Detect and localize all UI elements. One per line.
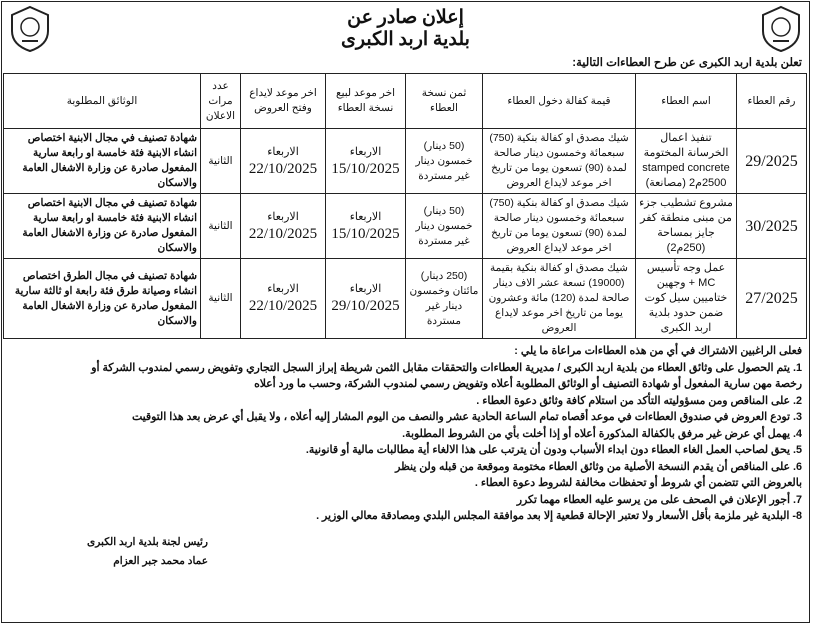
condition-item: 1. يتم الحصول على وثائق العطاء من بلدية اربد الكبرى / مديرية العطاءات والتحققات مقابل الثمن شريطة إبراز السجل التجاري وتفويض رسمي لمندوب الشركة أو — [91, 361, 802, 374]
table-row — [4, 259, 807, 339]
tender-name: عمل وجه تأسيس MC + وجهين ختاميين سيل كوت ضمن حدود بلدية اربد الكبرى — [636, 259, 737, 339]
tender-price: (250 دينار) مائتان وخمسون دينار غير مستردة — [406, 259, 483, 339]
tender-name: تنفيذ اعمال الخرسانة المختومة stamped concrete 2500م2 (مصانعة) — [636, 129, 737, 194]
column-header: قيمة كفالة دخول العطاء — [483, 74, 636, 129]
intro-text: تعلن بلدية اربد الكبرى عن طرح العطاءات التالية: — [572, 57, 802, 69]
condition-item: 6. على المناقص أن يقدم النسخة الأصلية من وثائق العطاء مختومة وموقعة من قبله ولن ينظر — [395, 460, 802, 473]
column-header: ثمن نسخة العطاء — [406, 74, 483, 129]
condition-item: بالعروض التي تتضمن أي شروط أو تحفظات مخالفة لشروط دعوة العطاء . — [474, 477, 802, 489]
sale-day: الاربعاء — [349, 145, 382, 158]
title-line-2: بلدية اربد الكبرى — [341, 29, 470, 50]
municipality-emblem-icon — [8, 5, 52, 53]
tender-guarantee: شيك مصدق او كفالة بنكية بقيمة (19000) تسعة عشر الاف دينار صالحة لمدة (120) مائة وعشرون يوما من تاريخ اخر موعد لايداع العروض — [483, 259, 636, 339]
tender-price: (50 دينار) خمسون دينار غير مستردة — [406, 194, 483, 259]
tender-number: 29/2025 — [737, 129, 807, 194]
tender-announcement — [1, 1, 810, 623]
deposit-day: الاربعاء — [267, 210, 299, 223]
deposit-date: 22/10/2025 — [248, 225, 318, 242]
table-row — [4, 194, 807, 259]
conditions-list — [9, 343, 802, 525]
sale-date: 15/10/2025 — [331, 160, 400, 177]
deposit-day: الاربعاء — [267, 145, 299, 158]
deposit-deadline — [241, 129, 326, 194]
signature-block — [8, 533, 208, 571]
announcement-header — [2, 2, 809, 56]
column-header: اخر موعد لايداع وفتح العروض — [241, 74, 326, 129]
tender-number: 30/2025 — [737, 194, 807, 259]
condition-item: 2. على المناقص ومن مسؤوليته التأكد من استلام كافة وثائق دعوة العطاء . — [476, 394, 802, 407]
condition-item: 3. تودع العروض في صندوق العطاءات في موعد أقصاه تمام الساعة الحادية عشر والنصف من اليوم المشار إليه أعلاه ، ولا يقبل أي عرض بعد هذا التوقيت — [132, 411, 802, 423]
municipality-emblem-icon — [759, 5, 803, 53]
sale-deadline — [326, 259, 406, 339]
deposit-day: الاربعاء — [267, 283, 299, 295]
conditions-lead: فعلى الراغبين الاشتراك في أي من هذه العطاءات مراعاة ما يلي : — [514, 345, 802, 357]
condition-item: 7. أجور الإعلان في الصحف على من يرسو عليه العطاء مهما تكرر — [516, 493, 802, 506]
signature-title: رئيس لجنة بلدية اربد الكبرى — [87, 535, 208, 548]
deposit-deadline — [241, 194, 326, 259]
announcement-times: الثانية — [201, 194, 241, 259]
title-line-1: إعلان صادر عن — [347, 7, 464, 28]
tender-guarantee: شيك مصدق او كفالة بنكية (750) سبعمائة وخمسون دينار صالحة لمدة (90) تسعون يوما من تاريخ اخر موعد لايداع العروض — [483, 129, 636, 194]
deposit-date: 22/10/2025 — [248, 298, 318, 314]
signature-name: عماد محمد جبر العزام — [113, 554, 208, 567]
condition-item: 8- البلدية غير ملزمة بأقل الأسعار ولا تعتبر الإحالة قطعية إلا بعد موافقة المجلس البلدي ومصادقة معالي الوزير . — [316, 510, 802, 522]
column-header: اسم العطاء — [636, 74, 737, 129]
sale-date: 15/10/2025 — [331, 225, 400, 242]
condition-item: 5. يحق لصاحب العمل الغاء العطاء دون ابداء الأسباب ودون أن يترتب على هذا الالغاء أية مطالبات مالية أو قانونية. — [305, 444, 802, 456]
required-documents: شهادة تصنيف في مجال الابنية اختصاص انشاء الابنية فئة خامسة او رابعة سارية المفعول صادرة عن وزارة الاشغال العامة والاسكان — [4, 194, 201, 259]
deposit-date: 22/10/2025 — [248, 160, 318, 177]
condition-item: رخصة مهن سارية المفعول أو شهادة التصنيف أو الوثائق المطلوبة أعلاه وتفويض رسمي لمندوب الشركة، وحسب ما ورد أعلاه — [254, 378, 802, 390]
column-header: عدد مرات الاعلان — [201, 74, 241, 129]
condition-item: 4. يهمل أي عرض غير مرفق بالكفالة المذكورة أعلاه أو إذا أخلت بأي من الشروط المطلوبة. — [402, 427, 802, 440]
column-header: رقم العطاء — [737, 74, 807, 129]
sale-date: 29/10/2025 — [331, 298, 400, 314]
announcement-times: الثانية — [201, 259, 241, 339]
tenders-table — [3, 73, 807, 339]
announcement-times: الثانية — [201, 129, 241, 194]
table-header-row — [4, 74, 807, 129]
sale-deadline — [326, 129, 406, 194]
deposit-deadline — [241, 259, 326, 339]
tender-name: مشروع تشطيب جزء من مبنى منطقة كفر جايز بمساحة (250م2) — [636, 194, 737, 259]
sale-deadline — [326, 194, 406, 259]
column-header: الوثائق المطلوبة — [4, 74, 201, 129]
tender-number: 27/2025 — [737, 259, 807, 339]
required-documents: شهادة تصنيف في مجال الابنية اختصاص انشاء الابنية فئة خامسة او رابعة سارية المفعول صادرة عن وزارة الاشغال العامة والاسكان — [4, 129, 201, 194]
tender-guarantee: شيك مصدق او كفالة بنكية (750) سبعمائة وخمسون دينار صالحة لمدة (90) تسعون يوما من تاريخ اخر موعد لايداع العروض — [483, 194, 636, 259]
sale-day: الاربعاء — [349, 210, 382, 223]
sale-day: الاربعاء — [349, 283, 382, 295]
table-row — [4, 129, 807, 194]
tender-price: (50 دينار) خمسون دينار غير مستردة — [406, 129, 483, 194]
required-documents: شهادة تصنيف في مجال الطرق اختصاص انشاء وصيانة طرق فئة رابعة او ثالثة سارية المفعول صادرة عن وزارة الاشغال العامة والاسكان — [4, 259, 201, 339]
column-header: اخر موعد لبيع نسخة العطاء — [326, 74, 406, 129]
